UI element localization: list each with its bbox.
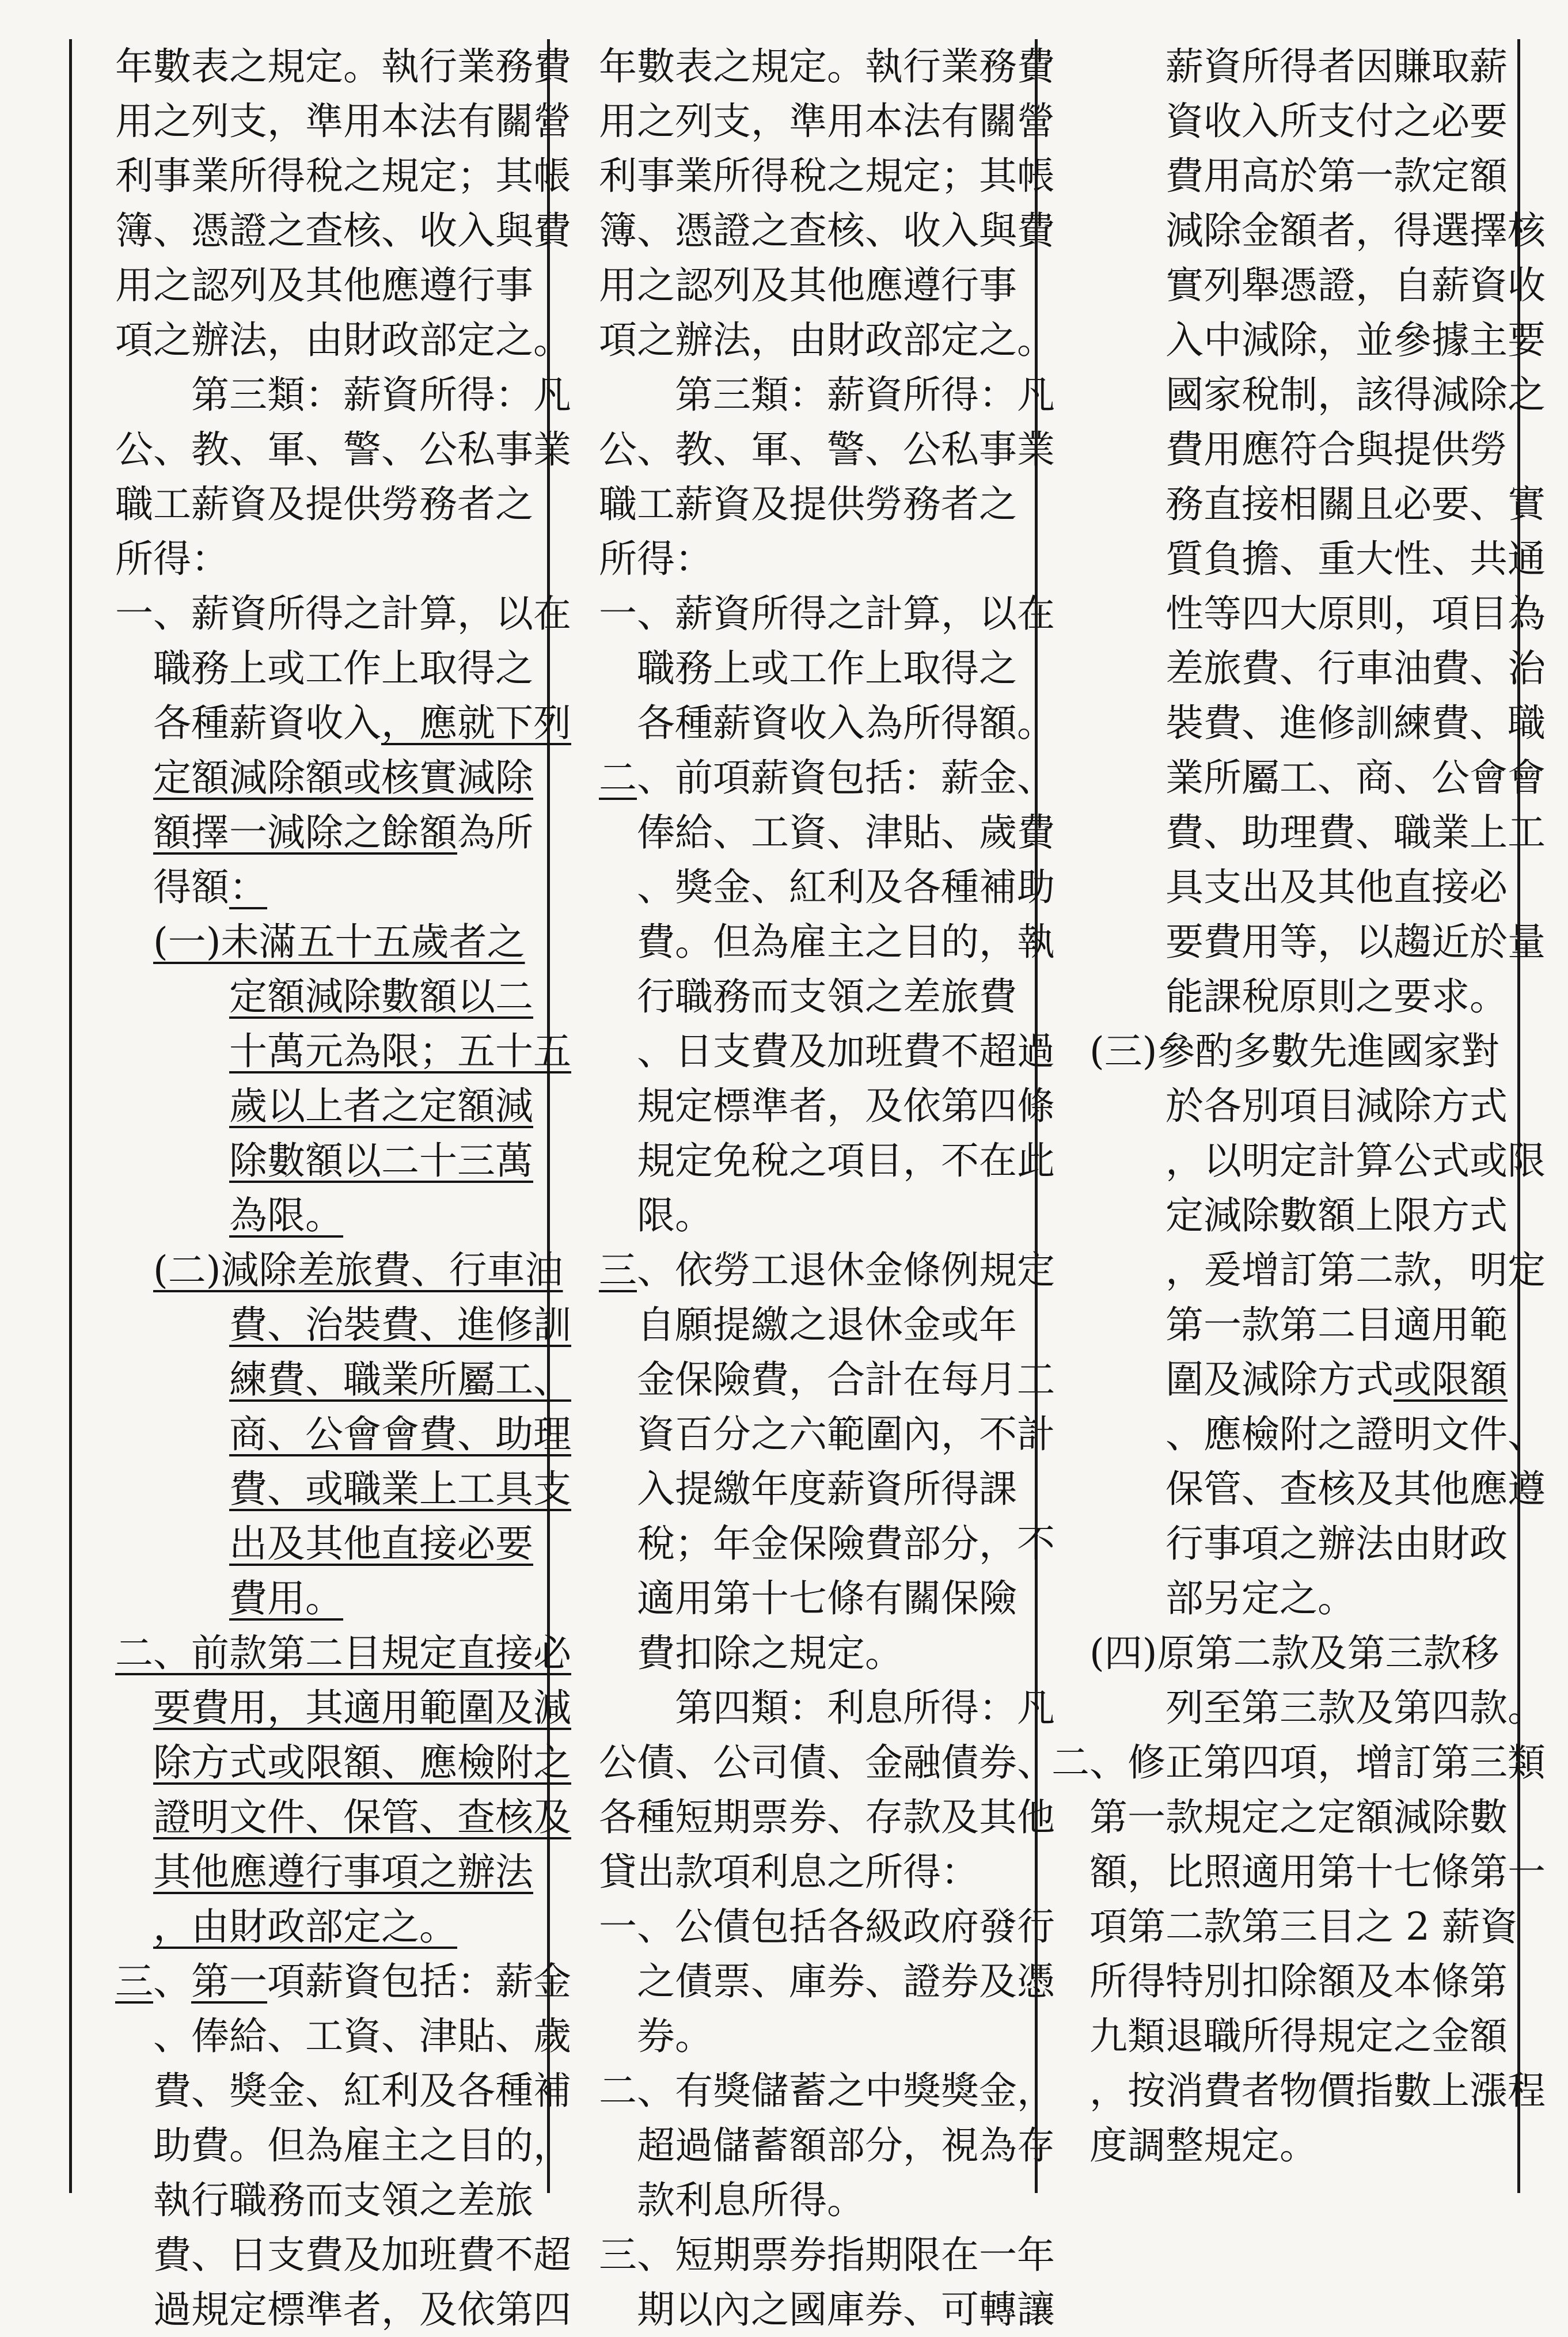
text-segment: 部另定之。 [1165, 1576, 1356, 1621]
text-line [1089, 532, 1546, 586]
text-column-3 [1051, 39, 1546, 2173]
text-segment: 職工薪資及提供勞務者之 [115, 482, 533, 526]
text-segment: 費用高於第一款定額 [1165, 154, 1508, 198]
text-segment: 圍及減除方式 [1165, 1357, 1394, 1402]
text-segment: 年數表之規定。執行業務費 [115, 44, 571, 89]
text-line [115, 39, 571, 94]
underlined-text: 歲以上者之定額減 [229, 1084, 533, 1128]
text-segment: 自願提繳之退休金或年 [637, 1303, 1017, 1347]
text-segment: 保管、查核及其他應遵 [1165, 1467, 1546, 1511]
underlined-text: 要費用，其適用範圍及減 [153, 1686, 571, 1730]
underlined-text: 費用。 [229, 1576, 343, 1621]
underlined-text: 費、或職業上工具支 [229, 1467, 571, 1511]
text-segment: 職工薪資及提供勞務者之 [599, 482, 1017, 526]
text-line [1089, 203, 1546, 258]
text-segment: 實列舉憑證，自薪資收 [1165, 263, 1546, 308]
text-line [115, 1626, 571, 1680]
text-line [1089, 1243, 1546, 1298]
text-line [115, 1024, 571, 1079]
text-line [599, 2009, 1055, 2063]
text-line [599, 2173, 1055, 2228]
text-line [1089, 1571, 1546, 1626]
text-column-1 [115, 39, 571, 2337]
text-line [1089, 1516, 1546, 1571]
text-line [1089, 1462, 1546, 1516]
text-segment: 二、修正第四項，增訂第三類 [1051, 1740, 1546, 1785]
text-segment: 定減除數額上限方式 [1165, 1193, 1508, 1238]
text-line [1089, 1790, 1546, 1845]
text-segment: 助費。但為雇主之目的， [153, 2123, 571, 2168]
text-segment: 俸給、工資、津貼、歲費 [637, 810, 1055, 855]
text-line [1089, 860, 1546, 915]
text-line [599, 1352, 1055, 1407]
text-segment: 規定標準者，及依第四條 [637, 1084, 1055, 1128]
text-segment: 資百分之六範圍內，不計 [637, 1412, 1055, 1456]
text-line [115, 258, 571, 313]
text-line [115, 1516, 571, 1571]
text-line [599, 641, 1055, 696]
text-segment: 項薪資包括：薪金 [267, 1959, 571, 2004]
text-segment: 各種薪資收入為所得額。 [637, 701, 1055, 745]
underlined-text: 三 [115, 1959, 153, 2004]
text-line [115, 2118, 571, 2173]
text-line [115, 586, 571, 641]
text-segment: 第一款規定之定額減除數 [1089, 1795, 1508, 1839]
text-segment: (四)原第二款及第三款移 [1089, 1631, 1499, 1675]
text-line [599, 532, 1055, 586]
underlined-text: 二 [599, 756, 637, 800]
text-line [599, 860, 1055, 915]
text-segment: ，爰增訂第二款，明定 [1165, 1248, 1546, 1292]
text-segment: 公、教、軍、警、公私事業 [599, 427, 1055, 472]
text-column-2 [599, 39, 1055, 2337]
text-line [115, 477, 571, 532]
text-segment: 之債票、庫券、證券及憑 [637, 1959, 1055, 2004]
text-line [599, 1845, 1055, 1899]
text-line [599, 203, 1055, 258]
text-line [599, 1462, 1055, 1516]
text-line [115, 1899, 571, 1954]
text-segment: 過規定標準者，及依第四 [153, 2287, 571, 2332]
text-line [1089, 696, 1546, 750]
text-line [599, 1243, 1055, 1298]
text-segment: 利事業所得稅之規定；其帳 [115, 154, 571, 198]
text-segment: 具支出及其他直接必 [1165, 865, 1508, 909]
text-line [599, 1626, 1055, 1680]
text-segment: 用之認列及其他應遵行事 [599, 263, 1017, 308]
text-segment: 資收入所支付之必要 [1165, 99, 1508, 143]
text-line [1089, 258, 1546, 313]
text-line [115, 422, 571, 477]
underlined-text: 定額減除額或核實減除 [153, 756, 533, 800]
text-segment: 費、日支費及加班費不超 [153, 2233, 571, 2277]
text-segment: 各種短期票券、存款及其他 [599, 1795, 1055, 1839]
text-line [599, 805, 1055, 860]
text-line [1089, 367, 1546, 422]
text-segment: 第三類：薪資所得：凡 [675, 373, 1055, 417]
text-segment: 額，比照適用第十七條第一 [1089, 1850, 1546, 1894]
text-line [599, 1680, 1055, 1735]
text-segment: 國家稅制，該得減除之 [1165, 373, 1546, 417]
text-line [1089, 1407, 1546, 1462]
text-line [1089, 1845, 1546, 1899]
underlined-text: 出及其他直接必要 [229, 1522, 533, 1566]
text-line [115, 1954, 571, 2009]
text-segment: 、俸給、工資、津貼、歲 [153, 2014, 571, 2058]
text-line [599, 1079, 1055, 1133]
text-segment: 第一款第二目適用範 [1165, 1303, 1508, 1347]
text-line [115, 367, 571, 422]
text-line [115, 1680, 571, 1735]
text-line [1089, 422, 1546, 477]
text-segment: 減除金額者，得選擇核 [1165, 208, 1546, 253]
text-line [1089, 1079, 1546, 1133]
text-line [1089, 477, 1546, 532]
text-line [599, 477, 1055, 532]
underlined-text: ，由財政部定之。 [153, 1904, 457, 1949]
text-line [1089, 313, 1546, 367]
text-line [1089, 94, 1546, 149]
text-segment: 簿、憑證之查核、收入與費 [115, 208, 571, 253]
text-segment: 公、教、軍、警、公私事業 [115, 427, 571, 472]
text-segment: 一、公債包括各級政府發行 [599, 1904, 1055, 1949]
text-segment: 券。 [637, 2014, 713, 2058]
underlined-text: 或限額 [1394, 1357, 1508, 1402]
text-line [115, 1735, 571, 1790]
text-line [115, 750, 571, 805]
text-segment: 得額 [153, 865, 229, 909]
text-line [115, 1571, 571, 1626]
text-line [1089, 1352, 1546, 1407]
text-segment: 為所 [457, 810, 533, 855]
text-segment: ，以明定計算公式或限 [1165, 1139, 1546, 1183]
text-segment: 一、薪資所得之計算，以在 [115, 591, 571, 636]
text-line [115, 1133, 571, 1188]
text-segment: 、前項薪資包括：薪金、 [637, 756, 1055, 800]
text-line [1089, 1188, 1546, 1243]
text-segment: 於各別項目減除方式 [1165, 1084, 1508, 1128]
text-segment: 年數表之規定。執行業務費 [599, 44, 1055, 89]
text-line [115, 1845, 571, 1899]
text-segment: 、獎金、紅利及各種補助 [637, 865, 1055, 909]
text-segment: 項第二款第三目之 2 薪資 [1089, 1904, 1518, 1949]
text-line [115, 2228, 571, 2282]
text-segment: 裝費、進修訓練費、職 [1165, 701, 1546, 745]
text-line [115, 860, 571, 915]
text-segment: 公債、公司債、金融債券、 [599, 1740, 1055, 1785]
text-line [115, 915, 571, 969]
text-segment: 入提繳年度薪資所得課 [637, 1467, 1017, 1511]
text-line [599, 1133, 1055, 1188]
text-line [599, 586, 1055, 641]
text-segment: 、日支費及加班費不超過 [637, 1029, 1055, 1073]
underlined-text: (二)減除差旅費、行車油 [153, 1248, 563, 1292]
text-segment: 薪資所得者因賺取薪 [1165, 44, 1508, 89]
text-segment: 貸出款項利息之所得： [599, 1850, 979, 1894]
text-segment: 二、有獎儲蓄之中獎獎金， [599, 2069, 1055, 2113]
text-segment: 所得： [599, 537, 713, 581]
text-line [115, 641, 571, 696]
underlined-text: 定額減除數額以二 [229, 974, 533, 1019]
text-segment: (三)參酌多數先進國家對 [1089, 1029, 1499, 1073]
underlined-text: (一)未滿五十五歲者之 [153, 920, 525, 964]
text-segment: 簿、憑證之查核、收入與費 [599, 208, 1055, 253]
text-line [599, 2118, 1055, 2173]
text-line [599, 1516, 1055, 1571]
text-segment: 期以內之國庫券、可轉讓 [637, 2287, 1055, 2332]
text-line [1089, 586, 1546, 641]
underlined-text: 為限。 [229, 1193, 343, 1238]
text-segment: 款利息所得。 [637, 2178, 865, 2222]
text-line [115, 696, 571, 750]
text-segment: 項之辦法，由財政部定之。 [599, 318, 1055, 362]
text-segment: 超過儲蓄額部分，視為存 [637, 2123, 1055, 2168]
text-line [599, 1407, 1055, 1462]
text-segment: 入中減除，並參據主要 [1165, 318, 1546, 362]
text-line [1089, 750, 1546, 805]
text-line [599, 94, 1055, 149]
text-line [115, 203, 571, 258]
text-segment: ，按消費者物價指數上漲程 [1089, 2069, 1546, 2113]
text-line [115, 2063, 571, 2118]
text-line [599, 1899, 1055, 1954]
text-segment: 、應檢附之證明文件、 [1165, 1412, 1546, 1456]
text-segment: 適用第十七條有關保險 [637, 1576, 1017, 1621]
text-line [115, 1243, 571, 1298]
text-line [1089, 2063, 1546, 2118]
text-segment: 用之認列及其他應遵行事 [115, 263, 533, 308]
text-line [599, 750, 1055, 805]
text-segment: 質負擔、重大性、共通 [1165, 537, 1546, 581]
text-line [599, 2282, 1055, 2337]
text-segment: 費扣除之規定。 [637, 1631, 903, 1675]
text-line [115, 313, 571, 367]
text-line [599, 1954, 1055, 2009]
text-line [599, 422, 1055, 477]
underlined-text: 除數額以二十三萬 [229, 1139, 533, 1183]
text-line [599, 1298, 1055, 1352]
text-segment: 費。但為雇主之目的，執 [637, 920, 1055, 964]
text-line [1089, 805, 1546, 860]
text-line [1089, 1024, 1546, 1079]
text-segment: 行事項之辦法由財政 [1165, 1522, 1508, 1566]
text-segment: 稅；年金保險費部分，不 [637, 1522, 1055, 1566]
text-segment: 能課稅原則之要求。 [1165, 974, 1508, 1019]
text-line [599, 1735, 1055, 1790]
text-line [599, 2063, 1055, 2118]
text-segment: 九類退職所得規定之金額 [1089, 2014, 1508, 2058]
underlined-text: 第一 [191, 1959, 267, 2004]
text-segment: 度調整規定。 [1089, 2123, 1318, 2168]
text-line [115, 1188, 571, 1243]
text-line [599, 1571, 1055, 1626]
text-line [599, 313, 1055, 367]
underlined-text: ，應就下列 [381, 701, 571, 745]
text-line [1089, 641, 1546, 696]
text-segment: 用之列支，準用本法有關營 [115, 99, 571, 143]
underlined-text: 額擇一減除之餘額 [153, 810, 457, 855]
text-segment: 第四類：利息所得：凡 [675, 1686, 1055, 1730]
underlined-text: ： [229, 865, 267, 909]
text-line [1089, 1298, 1546, 1352]
text-line [115, 149, 571, 203]
underlined-text: 二、前款第二目規定直接必 [115, 1631, 571, 1675]
text-segment: 一、薪資所得之計算，以在 [599, 591, 1055, 636]
text-line [115, 805, 571, 860]
text-line [115, 1298, 571, 1352]
text-line [1089, 1133, 1546, 1188]
text-line [115, 532, 571, 586]
text-line [599, 258, 1055, 313]
text-segment: 性等四大原則，項目為 [1165, 591, 1546, 636]
text-segment: 所得特別扣除額及本條第 [1089, 1959, 1508, 2004]
text-line [115, 1790, 571, 1845]
text-line [1089, 2118, 1546, 2173]
text-segment: 用之列支，準用本法有關營 [599, 99, 1055, 143]
text-line [115, 94, 571, 149]
text-segment: 業所屬工、商、公會會 [1165, 756, 1546, 800]
text-segment: 第三類：薪資所得：凡 [191, 373, 571, 417]
underlined-text: 商、公會會費、助理 [229, 1412, 571, 1456]
text-line [115, 1462, 571, 1516]
underlined-text: 證明文件、保管、查核及 [153, 1795, 571, 1839]
text-segment: 、 [153, 1959, 191, 2004]
text-line [599, 1024, 1055, 1079]
text-line [599, 915, 1055, 969]
text-line [599, 2228, 1055, 2282]
text-segment: 職務上或工作上取得之 [637, 646, 1017, 691]
text-line [115, 2282, 571, 2337]
text-line [599, 969, 1055, 1024]
text-segment: 列至第三款及第四款。 [1165, 1686, 1546, 1730]
text-line [599, 367, 1055, 422]
text-line [599, 39, 1055, 94]
text-segment: 執行職務而支領之差旅 [153, 2178, 533, 2222]
text-line [1089, 915, 1546, 969]
text-segment: 利事業所得稅之規定；其帳 [599, 154, 1055, 198]
underlined-text: 其他應遵行事項之辦法 [153, 1850, 533, 1894]
text-line [599, 1790, 1055, 1845]
text-line [1089, 1954, 1546, 2009]
underlined-text: 練費、職業所屬工、 [229, 1357, 571, 1402]
text-segment: 費、獎金、紅利及各種補 [153, 2069, 571, 2113]
text-line [115, 969, 571, 1024]
text-line [115, 2009, 571, 2063]
text-line [115, 2173, 571, 2228]
text-line [1051, 1735, 1546, 1790]
underlined-text: 十萬元為限；五十五 [229, 1029, 571, 1073]
text-line [1089, 39, 1546, 94]
text-segment: 項之辦法，由財政部定之。 [115, 318, 571, 362]
text-segment: 規定免稅之項目，不在此 [637, 1139, 1055, 1183]
text-segment: 行職務而支領之差旅費 [637, 974, 1017, 1019]
underlined-text: 費、治裝費、進修訓 [229, 1303, 571, 1347]
text-segment: 費用應符合與提供勞 [1165, 427, 1508, 472]
text-line [1089, 1680, 1546, 1735]
text-segment: 要費用等，以趨近於量 [1165, 920, 1546, 964]
text-line [599, 1188, 1055, 1243]
text-line [115, 1079, 571, 1133]
text-segment: 金保險費，合計在每月工 [637, 1357, 1055, 1402]
text-line [1089, 969, 1546, 1024]
text-line [115, 1352, 571, 1407]
text-segment: 費、助理費、職業上工 [1165, 810, 1546, 855]
text-segment: 各種薪資收入 [153, 701, 381, 745]
underlined-text: 三 [599, 1248, 637, 1292]
text-line [115, 1407, 571, 1462]
text-segment: 三、短期票券指期限在一年 [599, 2233, 1055, 2277]
column-rule-left [69, 39, 72, 2193]
text-segment: 限。 [637, 1193, 713, 1238]
text-line [599, 149, 1055, 203]
text-segment: 務直接相關且必要、實 [1165, 482, 1546, 526]
text-segment: 差旅費、行車油費、治 [1165, 646, 1546, 691]
text-segment: 、依勞工退休金條例規定 [637, 1248, 1055, 1292]
text-line [1089, 2009, 1546, 2063]
text-line [1089, 149, 1546, 203]
text-segment: 職務上或工作上取得之 [153, 646, 533, 691]
text-segment: 所得： [115, 537, 229, 581]
text-line [1089, 1626, 1546, 1680]
text-line [1089, 1899, 1546, 1954]
underlined-text: 除方式或限額、應檢附之 [153, 1740, 571, 1785]
text-line [599, 696, 1055, 750]
